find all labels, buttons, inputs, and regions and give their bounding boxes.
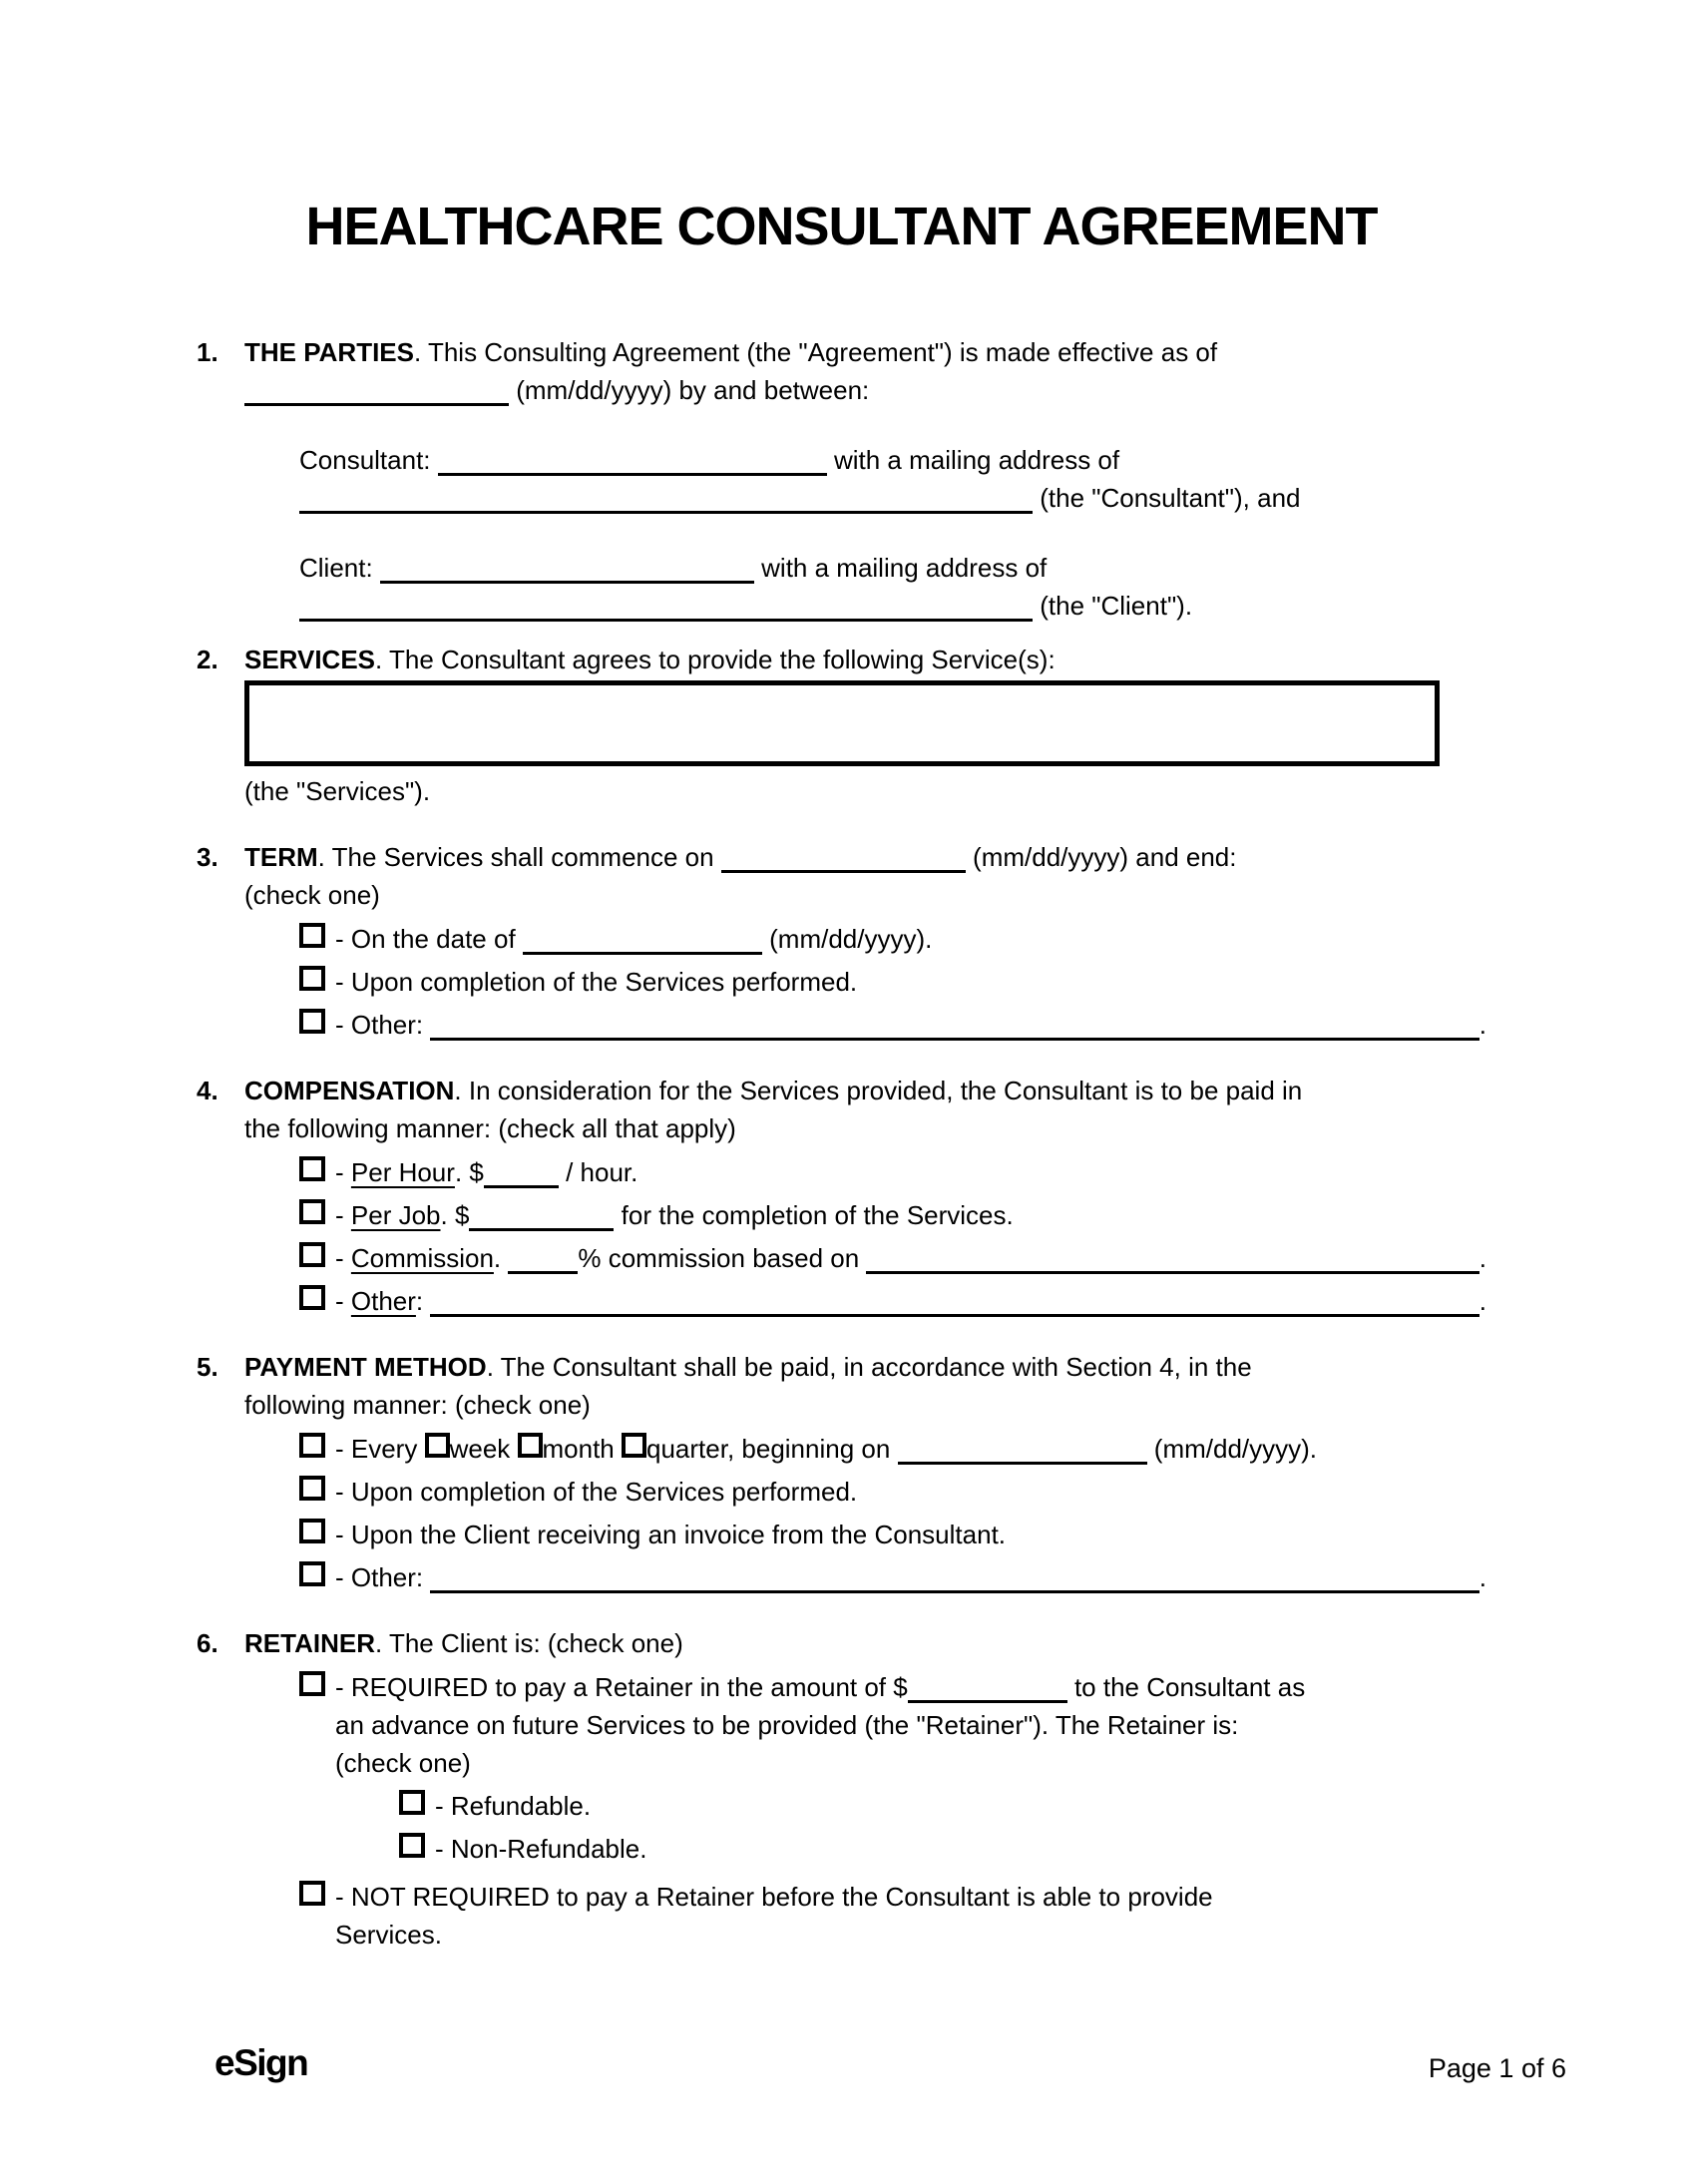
commission-mid-text: . bbox=[493, 1243, 509, 1273]
term-completion-checkbox[interactable] bbox=[299, 966, 325, 991]
retainer-intro-paragraph bbox=[244, 1624, 1486, 1662]
term-other-blank[interactable] bbox=[430, 1038, 1478, 1041]
parties-date-hint: (mm/dd/yyyy) by and between: bbox=[509, 375, 870, 405]
payment-month-label: month bbox=[542, 1434, 622, 1464]
payment-invoice-text: - Upon the Client receiving an invoice from the Consultant. bbox=[335, 1520, 1007, 1549]
retainer-amount-blank[interactable] bbox=[908, 1700, 1067, 1703]
consultant-label: Consultant: bbox=[299, 445, 438, 475]
retainer-required-post-text: to the Consultant as bbox=[1066, 1672, 1306, 1702]
term-option-completion bbox=[299, 963, 1486, 1001]
services-intro-paragraph bbox=[244, 641, 1486, 678]
services-input-box[interactable] bbox=[244, 680, 1440, 766]
consultant-paragraph bbox=[299, 441, 1486, 517]
per-hour-tail-text: / hour. bbox=[558, 1157, 638, 1187]
compensation-other-label: Other bbox=[350, 1286, 416, 1316]
section-payment-number: 5. bbox=[197, 1352, 218, 1382]
services-heading: SERVICES bbox=[244, 645, 376, 674]
compensation-option-commission bbox=[299, 1239, 1486, 1277]
payment-other-blank[interactable] bbox=[430, 1590, 1478, 1593]
per-hour-label: Per Hour bbox=[350, 1157, 455, 1187]
payment-invoice-checkbox[interactable] bbox=[299, 1519, 325, 1543]
section-retainer-body bbox=[244, 1624, 1486, 1954]
retainer-intro-text: . The Client is: (check one) bbox=[374, 1628, 683, 1658]
commission-basis-blank[interactable] bbox=[866, 1271, 1478, 1274]
term-option-date bbox=[299, 920, 1486, 958]
payment-option-invoice bbox=[299, 1516, 1486, 1553]
payment-check-note: following manner: (check one) bbox=[244, 1390, 591, 1420]
compensation-check-note: the following manner: (check all that apply) bbox=[244, 1113, 736, 1143]
commission-checkbox[interactable] bbox=[299, 1242, 325, 1267]
compensation-other-checkbox[interactable] bbox=[299, 1285, 325, 1310]
services-tail-paragraph bbox=[244, 772, 1486, 810]
section-compensation-body bbox=[244, 1072, 1486, 1320]
client-paragraph bbox=[299, 549, 1486, 625]
consultant-address-blank[interactable] bbox=[299, 511, 1033, 514]
section-payment-body bbox=[244, 1348, 1486, 1596]
payment-option-completion bbox=[299, 1473, 1486, 1511]
payment-intro-text: . The Consultant shall be paid, in accordance with Section 4, in the bbox=[486, 1352, 1252, 1382]
payment-week-label: week bbox=[449, 1434, 518, 1464]
payment-begin-date-blank[interactable] bbox=[898, 1462, 1147, 1465]
section-compensation-number: 4. bbox=[197, 1076, 218, 1105]
consultant-mailing-text: with a mailing address of bbox=[826, 445, 1120, 475]
parties-heading: THE PARTIES bbox=[244, 337, 414, 367]
services-intro-text: . The Consultant agrees to provide the following Service(s): bbox=[375, 645, 1055, 674]
compensation-intro-text: . In consideration for the Services provided, the Consultant is to be paid in bbox=[454, 1076, 1303, 1105]
retainer-required-pre-text: - REQUIRED to pay a Retainer in the amount of $ bbox=[335, 1672, 908, 1702]
retainer-heading: RETAINER bbox=[244, 1628, 375, 1658]
retainer-option-non-refundable bbox=[399, 1830, 1486, 1868]
document-title: HEALTHCARE CONSULTANT AGREEMENT bbox=[305, 197, 1378, 256]
section-parties-number: 1. bbox=[197, 337, 218, 367]
term-intro-paragraph bbox=[244, 838, 1486, 914]
section-payment bbox=[197, 1348, 1486, 1596]
payment-week-checkbox[interactable] bbox=[425, 1433, 450, 1458]
retainer-option-not-required bbox=[299, 1878, 1486, 1954]
payment-quarter-checkbox[interactable] bbox=[622, 1433, 646, 1458]
payment-heading: PAYMENT METHOD bbox=[244, 1352, 487, 1382]
payment-other-checkbox[interactable] bbox=[299, 1561, 325, 1586]
retainer-required-line2-text: an advance on future Services to be provided (the "Retainer"). The Retainer is: bbox=[335, 1710, 1239, 1740]
term-check-note: (check one) bbox=[244, 880, 380, 910]
refundable-text: - Refundable. bbox=[435, 1791, 592, 1821]
payment-periodic-tail-text: (mm/dd/yyyy). bbox=[1146, 1434, 1318, 1464]
non-refundable-checkbox[interactable] bbox=[399, 1833, 425, 1858]
term-heading: TERM bbox=[244, 842, 318, 872]
consultant-tail-text: (the "Consultant"), and bbox=[1033, 483, 1301, 513]
retainer-option-required bbox=[299, 1668, 1486, 1782]
section-retainer bbox=[197, 1624, 1486, 1954]
term-date-post-text: (mm/dd/yyyy). bbox=[761, 924, 933, 954]
retainer-not-required-checkbox[interactable] bbox=[299, 1881, 325, 1906]
term-date-pre-text: - On the date of bbox=[335, 924, 523, 954]
payment-other-pre-text: - Other: bbox=[335, 1562, 431, 1592]
effective-date-blank[interactable] bbox=[244, 403, 509, 406]
payment-option-periodic bbox=[299, 1430, 1486, 1468]
per-job-amount-blank[interactable] bbox=[469, 1228, 614, 1231]
consultant-name-blank[interactable] bbox=[438, 473, 827, 476]
per-hour-mid-text: . $ bbox=[454, 1157, 484, 1187]
section-services bbox=[197, 641, 1486, 810]
page-number: Page 1 of 6 bbox=[1428, 2053, 1566, 2083]
esign-logo: eSign bbox=[214, 2042, 308, 2083]
commence-date-blank[interactable] bbox=[721, 870, 966, 873]
payment-month-checkbox[interactable] bbox=[518, 1433, 543, 1458]
section-term bbox=[197, 838, 1486, 1044]
term-completion-text: - Upon completion of the Services performed. bbox=[335, 967, 858, 997]
parties-intro-paragraph bbox=[244, 333, 1486, 409]
per-hour-amount-blank[interactable] bbox=[484, 1185, 559, 1188]
section-term-body bbox=[244, 838, 1486, 1044]
payment-intro-paragraph bbox=[244, 1348, 1486, 1424]
client-label: Client: bbox=[299, 553, 380, 583]
term-other-pre-text: - Other: bbox=[335, 1010, 431, 1040]
payment-option-other bbox=[299, 1558, 1486, 1596]
per-job-checkbox[interactable] bbox=[299, 1199, 325, 1224]
per-job-dash: - bbox=[335, 1200, 351, 1230]
refundable-checkbox[interactable] bbox=[399, 1790, 425, 1815]
per-job-tail-text: for the completion of the Services. bbox=[614, 1200, 1014, 1230]
compensation-heading: COMPENSATION bbox=[244, 1076, 455, 1105]
term-other-post-text: . bbox=[1478, 1010, 1486, 1040]
client-mailing-text: with a mailing address of bbox=[753, 553, 1048, 583]
client-name-blank[interactable] bbox=[380, 581, 754, 584]
commission-label: Commission bbox=[350, 1243, 494, 1273]
payment-quarter-label: quarter, beginning on bbox=[646, 1434, 898, 1464]
retainer-not-required-text-block bbox=[335, 1878, 1486, 1954]
per-job-mid-text: . $ bbox=[440, 1200, 470, 1230]
term-end-date-blank[interactable] bbox=[523, 952, 762, 955]
non-refundable-text: - Non-Refundable. bbox=[435, 1834, 647, 1864]
retainer-not-required-line2-text: Services. bbox=[335, 1920, 442, 1950]
commission-dash: - bbox=[335, 1243, 351, 1273]
compensation-other-blank[interactable] bbox=[430, 1314, 1478, 1317]
section-term-number: 3. bbox=[197, 842, 218, 872]
section-retainer-number: 6. bbox=[197, 1628, 218, 1658]
section-parties-body bbox=[244, 333, 1486, 625]
term-option-other bbox=[299, 1006, 1486, 1044]
compensation-other-dash: - bbox=[335, 1286, 351, 1316]
compensation-other-mid-text: : bbox=[415, 1286, 431, 1316]
section-services-number: 2. bbox=[197, 645, 218, 674]
section-parties bbox=[197, 333, 1486, 625]
payment-periodic-checkbox[interactable] bbox=[299, 1433, 325, 1458]
retainer-required-check-note: (check one) bbox=[335, 1748, 471, 1778]
section-compensation bbox=[197, 1072, 1486, 1320]
payment-other-post-text: . bbox=[1478, 1562, 1486, 1592]
retainer-required-checkbox[interactable] bbox=[299, 1671, 325, 1696]
commission-percent-blank[interactable] bbox=[508, 1271, 578, 1274]
parties-intro-text: . This Consulting Agreement (the "Agreement") is made effective as of bbox=[413, 337, 1218, 367]
retainer-not-required-line1-text: - NOT REQUIRED to pay a Retainer before the Consultant is able to provide bbox=[335, 1882, 1213, 1912]
compensation-option-per-hour bbox=[299, 1153, 1486, 1191]
per-hour-checkbox[interactable] bbox=[299, 1156, 325, 1181]
payment-every-text: - Every bbox=[335, 1434, 425, 1464]
compensation-intro-paragraph bbox=[244, 1072, 1486, 1147]
compensation-option-per-job bbox=[299, 1196, 1486, 1234]
section-services-body bbox=[244, 641, 1486, 810]
services-tail-text: (the "Services"). bbox=[244, 776, 431, 806]
payment-completion-checkbox[interactable] bbox=[299, 1476, 325, 1501]
payment-completion-text: - Upon completion of the Services performed. bbox=[335, 1477, 858, 1507]
term-intro-text: . The Services shall commence on bbox=[317, 842, 721, 872]
term-end-text: (mm/dd/yyyy) and end: bbox=[965, 842, 1237, 872]
per-job-label: Per Job bbox=[350, 1200, 441, 1230]
retainer-option-refundable bbox=[399, 1787, 1486, 1825]
commission-tail-text: . bbox=[1478, 1243, 1486, 1273]
commission-basis-text: % commission based on bbox=[578, 1243, 867, 1273]
retainer-required-text-block bbox=[335, 1668, 1486, 1782]
term-other-checkbox[interactable] bbox=[299, 1009, 325, 1034]
compensation-other-tail-text: . bbox=[1478, 1286, 1486, 1316]
per-hour-dash: - bbox=[335, 1157, 351, 1187]
compensation-option-other bbox=[299, 1282, 1486, 1320]
term-date-checkbox[interactable] bbox=[299, 923, 325, 948]
client-address-blank[interactable] bbox=[299, 619, 1033, 622]
client-tail-text: (the "Client"). bbox=[1033, 591, 1193, 621]
